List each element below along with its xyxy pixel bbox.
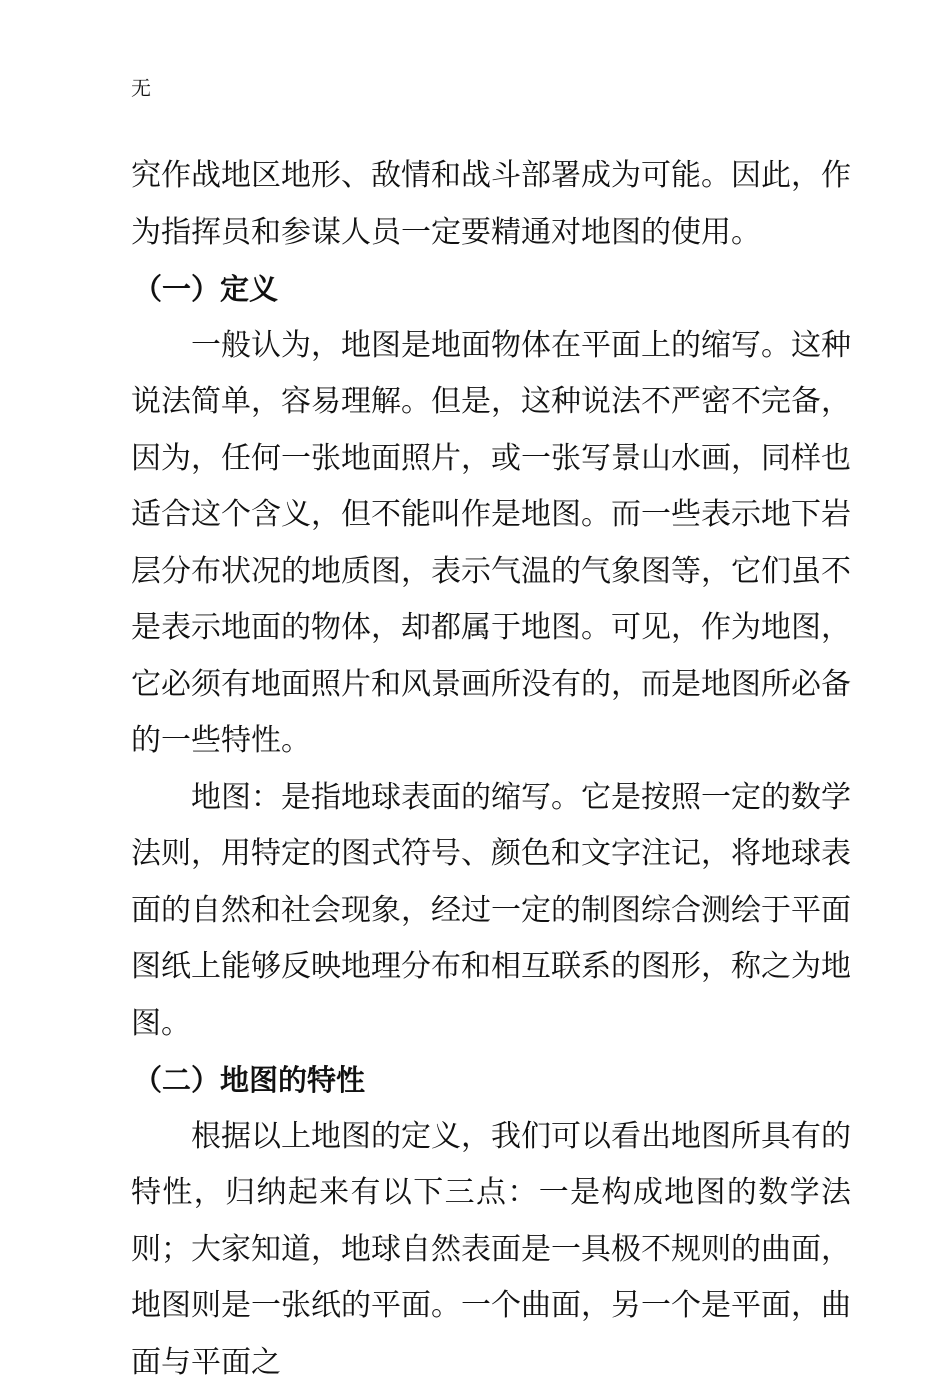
page-header: 无 — [131, 76, 151, 100]
document-body — [131, 148, 851, 1391]
paragraph-characteristics: 根据以上地图的定义，我们可以看出地图所具有的特性，归纳起来有以下三点：一是构成地图的数学法则；大家知道，地球自然表面是一具极不规则的曲面，地图则是一张纸的平面。一个曲面，另一个是平面，曲面与平面之 — [131, 1109, 851, 1391]
paragraph-continuation: 究作战地区地形、敌情和战斗部署成为可能。因此，作为指挥员和参谋人员一定要精通对地图的使用。 — [131, 148, 851, 261]
paragraph-map-definition: 地图：是指地球表面的缩写。它是按照一定的数学法则，用特定的图式符号、颜色和文字注记，将地球表面的自然和社会现象，经过一定的制图综合测绘于平面图纸上能够反映地理分布和相互联系的图形，称之为地图。 — [131, 770, 851, 1053]
paragraph-general-view: 一般认为，地图是地面物体在平面上的缩写。这种说法简单，容易理解。但是，这种说法不严密不完备，因为，任何一张地面照片，或一张写景山水画，同样也适合这个含义，但不能叫作是地图。而一些表示地下岩层分布状况的地质图，表示气温的气象图等，它们虽不是表示地面的物体，却都属于地图。可见，作为地图，它必须有地面照片和风景画所没有的，而是地图所必备的一些特性。 — [131, 318, 851, 770]
section-heading-definition: （一）定义 — [131, 261, 851, 318]
section-heading-characteristics: （二）地图的特性 — [131, 1052, 851, 1109]
